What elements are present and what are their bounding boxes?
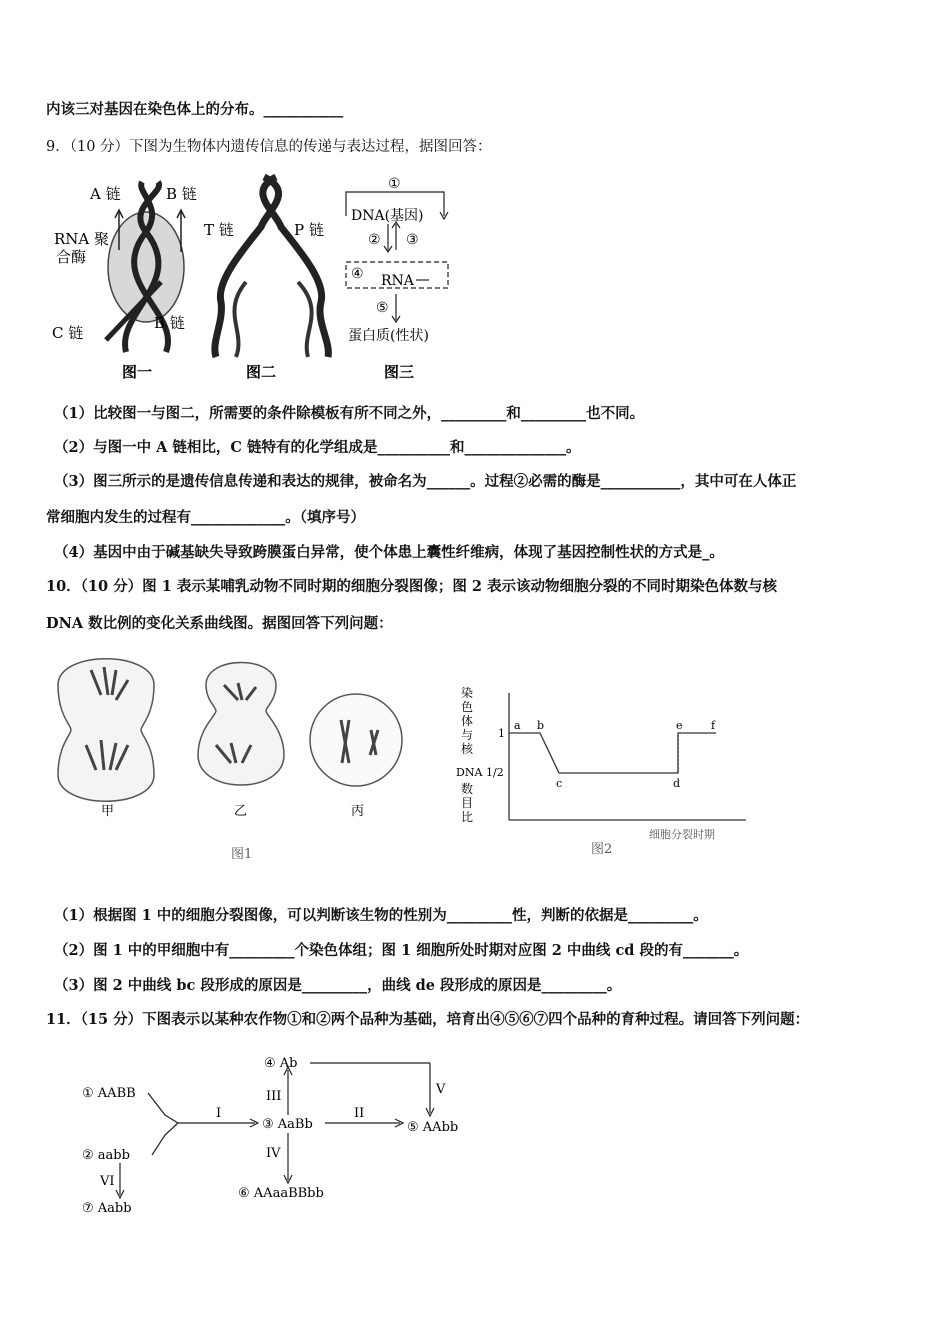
q10-fig2-dna-label: DNA <box>456 766 483 779</box>
q10-fig2-ylabel-1: 色 <box>461 700 474 714</box>
q9-line-2: （2）与图一中 A 链相比，C 链特有的化学组成是__________和______________。 <box>54 439 581 456</box>
q11-v4: ④ Ab <box>264 1056 298 1071</box>
q9-fig3-protein: 蛋白质(性状) <box>348 328 429 344</box>
q9-line-4: 常细胞内发生的过程有_____________。（填序号） <box>46 509 365 526</box>
q10-line-1: （1）根据图 1 中的细胞分裂图像，可以判断该生物的性别为_________性，判断的依据是_________。 <box>54 907 708 924</box>
q11-step-III: III <box>266 1089 282 1104</box>
q9-header: 9．（10 分）下图为生物体内遗传信息的传递与表达过程，据图回答： <box>46 139 492 155</box>
q10-fig2-point-c: c <box>556 777 563 790</box>
q11-v1: ① AABB <box>82 1086 136 1101</box>
q10-fig1-cells <box>58 659 402 802</box>
top-line: 内该三对基因在染色体上的分布。___________ <box>46 101 344 118</box>
q9-fig3-dna: DNA(基因) <box>351 208 424 224</box>
q9-fig1-c-chain: C 链 <box>52 324 84 342</box>
q10-fig1-jia: 甲 <box>101 804 115 819</box>
q10-fig2-point-a: a <box>514 719 521 732</box>
q9-fig1-caption: 图一 <box>122 363 153 381</box>
q10-fig1-yi: 乙 <box>234 804 248 819</box>
q10-header <box>46 577 777 597</box>
q9-line-3: （3）图三所示的是遗传信息传递和表达的规律，被命名为______。过程②必需的酶是___________，其中可在人体正 <box>54 473 797 490</box>
q11-step-IV: IV <box>266 1146 281 1161</box>
q11-v5: ⑤ AAbb <box>407 1120 459 1135</box>
q10-fig2-ylabel2-0: 数 <box>461 782 474 796</box>
q10-line-3: （3）图 2 中曲线 bc 段形成的原因是_________，曲线 de 段形成的原因是_________。 <box>54 977 622 994</box>
q10-fig2-point-b: b <box>537 719 545 732</box>
q10-fig2-tick-one: 1 <box>498 727 505 740</box>
q9-fig3-rna: RNA <box>381 273 414 289</box>
q11-header-text: 11．（15 分）下图表示以某种农作物①和②两个品种为基础，培育出④⑤⑥⑦四个品种的育种过程。请回答下列问题： <box>46 1011 810 1028</box>
q11-v2: ② aabb <box>82 1148 130 1163</box>
q9-fig2-t-chain: T 链 <box>204 221 234 239</box>
q11-v7: ⑦ Aabb <box>82 1201 132 1216</box>
q10-header-text: 10．（10 分）图 1 表示某哺乳动物不同时期的细胞分裂图像；图 2 表示该动物细胞分裂的不同时期染色体数与核 <box>46 578 778 595</box>
q11-step-V: V <box>436 1082 446 1097</box>
q9-line-1: （1）比较图一与图二，所需要的条件除模板有所不同之外，_________和_________也不同。 <box>54 405 645 422</box>
q9-fig1-b-chain-bottom: B 链 <box>154 314 185 332</box>
q9-fig2-diagram <box>215 177 329 357</box>
q10-fig2-point-d: d <box>673 777 681 790</box>
q10-figure <box>46 645 766 865</box>
q10-fig2-ylabel-0: 染 <box>461 686 474 700</box>
q9-fig2-caption: 图二 <box>246 363 277 381</box>
q9-fig1-a-chain: A 链 <box>90 185 121 203</box>
q11-v6: ⑥ AAaaBBbb <box>238 1186 324 1201</box>
q10-fig2-point-e: e <box>676 719 683 732</box>
q9-fig2-p-chain: P 链 <box>294 221 324 239</box>
q11-v3: ③ AaBb <box>262 1117 313 1132</box>
q9-figure <box>46 172 526 382</box>
q10-fig2-xlabel: 细胞分裂时期 <box>649 828 715 841</box>
q10-fig2-ylabel2-1: 目 <box>461 796 474 810</box>
q9-fig3-caption: 图三 <box>384 363 415 381</box>
q11-step-VI: VI <box>100 1174 115 1189</box>
q10-fig1-bing: 丙 <box>351 804 365 819</box>
q9-fig3-n2: ② <box>368 232 381 248</box>
q10-line-2: （2）图 1 中的甲细胞中有_________个染色体组；图 1 细胞所处时期对应图 2 中曲线 cd 段的有_______。 <box>54 942 749 959</box>
q10-fig2-ylabel-4: 核 <box>461 742 474 756</box>
q9-fig3-n5: ⑤ <box>376 300 389 316</box>
q9-line-5: （4）基因中由于碱基缺失导致跨膜蛋白异常，使个体患上囊性纤维病，体现了基因控制性状的方式是_。 <box>54 544 724 561</box>
q10-fig2-ylabel-3: 与 <box>461 728 474 742</box>
q10-fig1-caption: 图1 <box>231 847 253 862</box>
q10-header-2: DNA 数比例的变化关系曲线图。据图回答下列问题： <box>46 615 393 632</box>
q9-fig3-n4: ④ <box>351 266 364 282</box>
q10-fig2-ylabel2-2: 比 <box>461 810 474 824</box>
q11-figure <box>70 1045 530 1225</box>
q9-fig3-n1: ① <box>388 176 401 192</box>
q10-fig2-tick-half: 1/2 <box>486 766 504 779</box>
q11-step-I: I <box>216 1106 222 1121</box>
q10-fig2-point-f: f <box>711 719 716 732</box>
q10-fig2-chart <box>509 693 746 820</box>
q10-fig2-caption: 图2 <box>591 842 613 857</box>
q9-fig1-rna-pol-1: RNA 聚 <box>54 230 110 248</box>
q11-header <box>46 1010 809 1030</box>
q11-step-II: II <box>354 1106 365 1121</box>
q9-fig1-b-chain-top: B 链 <box>166 185 197 203</box>
q10-fig2-ylabel-2: 体 <box>461 714 474 728</box>
q9-fig3-n3: ③ <box>406 232 419 248</box>
q9-fig1-rna-pol-2: 合酶 <box>56 248 87 266</box>
